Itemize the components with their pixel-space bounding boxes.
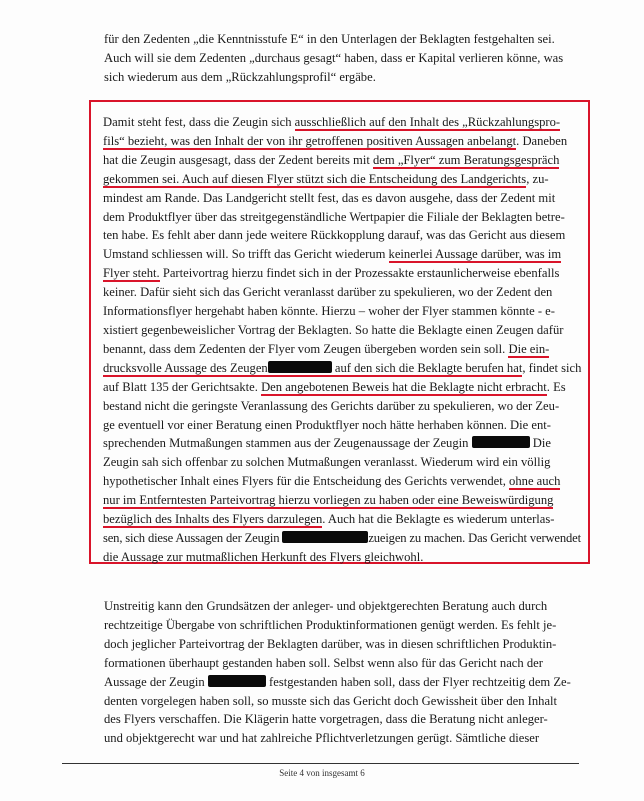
text-line: fils“ bezieht, was den Inhalt der von ihr getroffenen positiven Aussagen anbelangt. Daneben	[103, 133, 568, 148]
text-line: hat die Zeugin ausgesagt, dass der Zedent bereits mit dem „Flyer“ zum Beratungsgespräch	[103, 152, 560, 167]
text-line: bezüglich des Inhalts des Flyers darzulegen. Auch hat die Beklagte es wiederum unterlas-	[103, 512, 555, 527]
text-line: Umstand schliessen will. So trifft das Gericht wiederum keinerlei Aussage darüber, was im	[103, 247, 562, 262]
text-line: hypothetischer Inhalt eines Flyers für die Entscheidung des Gerichts verwendet, ohne auch	[103, 474, 561, 489]
text-line: Informationsflyer hergehabt haben könnte. Hierzu – woher der Flyer stammen könnte - e-	[103, 304, 555, 319]
text-line: mindest am Rande. Das Landgericht stellt fest, das es davon ausgehe, dass der Zedent mit	[103, 190, 556, 205]
underline-highlight: ausschließlich auf den Inhalt des „Rückzahlungspro-	[294, 115, 561, 129]
text-line: und objektgerecht war und hat zahlreiche Pflichtverletzungen gerügt. Sämtliche dieser	[104, 731, 540, 746]
underline-highlight: dem „Flyer“ zum Beratungsgespräch	[373, 152, 560, 167]
text-line: denten vorgelegen haben soll, so musste sich das Gericht doch Gewissheit über den Inhalt	[104, 693, 558, 708]
text-line: auf Blatt 135 der Gerichtsakte. Den angebotenen Beweis hat die Beklagte nicht erbracht. Es	[103, 379, 566, 394]
redaction-bar	[472, 436, 530, 448]
text-line: die Aussage zur mutmaßlichen Herkunft des Flyers gleichwohl.	[103, 549, 424, 564]
paragraph-bottom	[104, 597, 578, 748]
page-footer: Seite 4 von insgesamt 6	[279, 768, 365, 778]
text-line: Auch will sie dem Zedenten „durchaus gesagt“ haben, dass er Kapital verlieren könne, was	[104, 50, 564, 65]
underline-highlight: Den angebotenen Beweis hat die Beklagte nicht erbracht	[261, 379, 547, 394]
text-line: ge eventuell vor einer Beratung einen Produktflyer noch hätte herhaben können. Die ent-	[103, 417, 551, 432]
footer-rule	[62, 763, 579, 764]
text-line: rechtzeitige Übergabe von schriftlichen Produktinformationen genügt werden. Es fehlt je-	[104, 617, 557, 632]
boxed-paragraph	[103, 113, 581, 567]
text-line: Aussage der Zeugin festgestanden haben soll, dass der Flyer rechtzeitig dem Ze-	[104, 674, 571, 689]
underline-highlight: Flyer steht.	[103, 266, 160, 281]
text-line: ten habe. Es fehlt aber dann jede weitere Rückkopplung darauf, was das Gericht aus diesem	[103, 228, 566, 243]
text-line: Zeugin sah sich offenbar zu solchen Mutmaßungen veranlasst. Wiederum wird ein völlig	[103, 455, 551, 470]
text-line: sich wiederum aus dem „Rückzahlungsprofil“ ergäbe.	[104, 69, 376, 84]
text-line: Unstreitig kann den Grundsätzen der anleger- und objektgerechten Beratung auch durch	[104, 599, 548, 613]
text-line	[103, 491, 581, 510]
redaction-bar	[282, 531, 368, 543]
paragraph-top	[104, 30, 578, 87]
text-line: dem Produktflyer über das streitgegenständliche Wertpapier die Filiale der Beklagten betre-	[103, 209, 565, 224]
text-line: bestand nicht die geringste Veranlassung des Gerichts darüber zu spekulieren, wo der Zeu-	[103, 398, 560, 413]
text-line: xistiert gegenbeweislicher Vortrag der Beklagten. So hatte die Beklagte einen Zeugen dafür	[103, 322, 564, 337]
underline-highlight: drucksvolle Aussage des Zeugen auf den sich die Beklagte berufen hat	[103, 360, 523, 375]
underline-highlight: Die ein-	[508, 341, 550, 356]
underline-highlight: ohne auch	[509, 474, 561, 489]
text-line: sprechenden Mutmaßungen stammen aus der Zeugenaussage der Zeugin Die	[103, 436, 551, 451]
underline-highlight: nur im Entferntesten Parteivortrag hierzu vorliegen zu haben oder eine Beweiswürdigung	[103, 493, 554, 508]
text-line: für den Zedenten „die Kenntnisstufe E“ in den Unterlagen der Beklagten festgehalten sei.	[104, 32, 555, 46]
text-line: drucksvolle Aussage des Zeugen auf den sich die Beklagte berufen hat, findet sich	[103, 360, 582, 375]
text-line: formationen überhaupt gestanden haben soll. Selbst wenn also für das Gericht nach der	[104, 655, 543, 670]
redaction-bar	[208, 675, 266, 687]
text-line: benannt, dass dem Zedenten der Flyer vom Zeugen übergeben worden sein soll. Die ein-	[103, 341, 550, 356]
underline-highlight: keinerlei Aussage darüber, was im	[388, 247, 562, 262]
text-line: des Flyers verschaffen. Die Klägerin hatte vorgetragen, dass die Beratung nicht anleger-	[104, 712, 548, 727]
text-line: sen, sich diese Aussagen der Zeugin zueigen zu machen. Das Gericht verwendet	[103, 530, 581, 545]
text-line: Flyer steht. Parteivortrag hierzu findet sich in der Prozessakte erstaunlicherweise ebenfalls	[103, 266, 560, 281]
redaction-bar	[268, 361, 332, 373]
underline-highlight: fils“ bezieht, was den Inhalt der von ihr getroffenen positiven Aussagen anbelangt	[103, 133, 517, 148]
text-line: doch jeglicher Parteivortrag der Beklagten darüber, was in diesen schriftlichen Produktin-	[104, 636, 557, 651]
text-line: gekommen sei. Auch auf diesen Flyer stützt sich die Entscheidung des Landgerichts, zu-	[103, 171, 549, 186]
text-line: keiner. Dafür sieht sich das Gericht veranlasst darüber zu spekulieren, wo der Zedent den	[103, 285, 553, 300]
underline-highlight: gekommen sei. Auch auf diesen Flyer stützt sich die Entscheidung des Landgerichts	[103, 171, 527, 186]
underline-highlight: bezüglich des Inhalts des Flyers darzulegen	[103, 512, 323, 527]
text-line: Damit steht fest, dass die Zeugin sich ausschließlich auf den Inhalt des „Rückzahlungspro-	[103, 115, 561, 129]
